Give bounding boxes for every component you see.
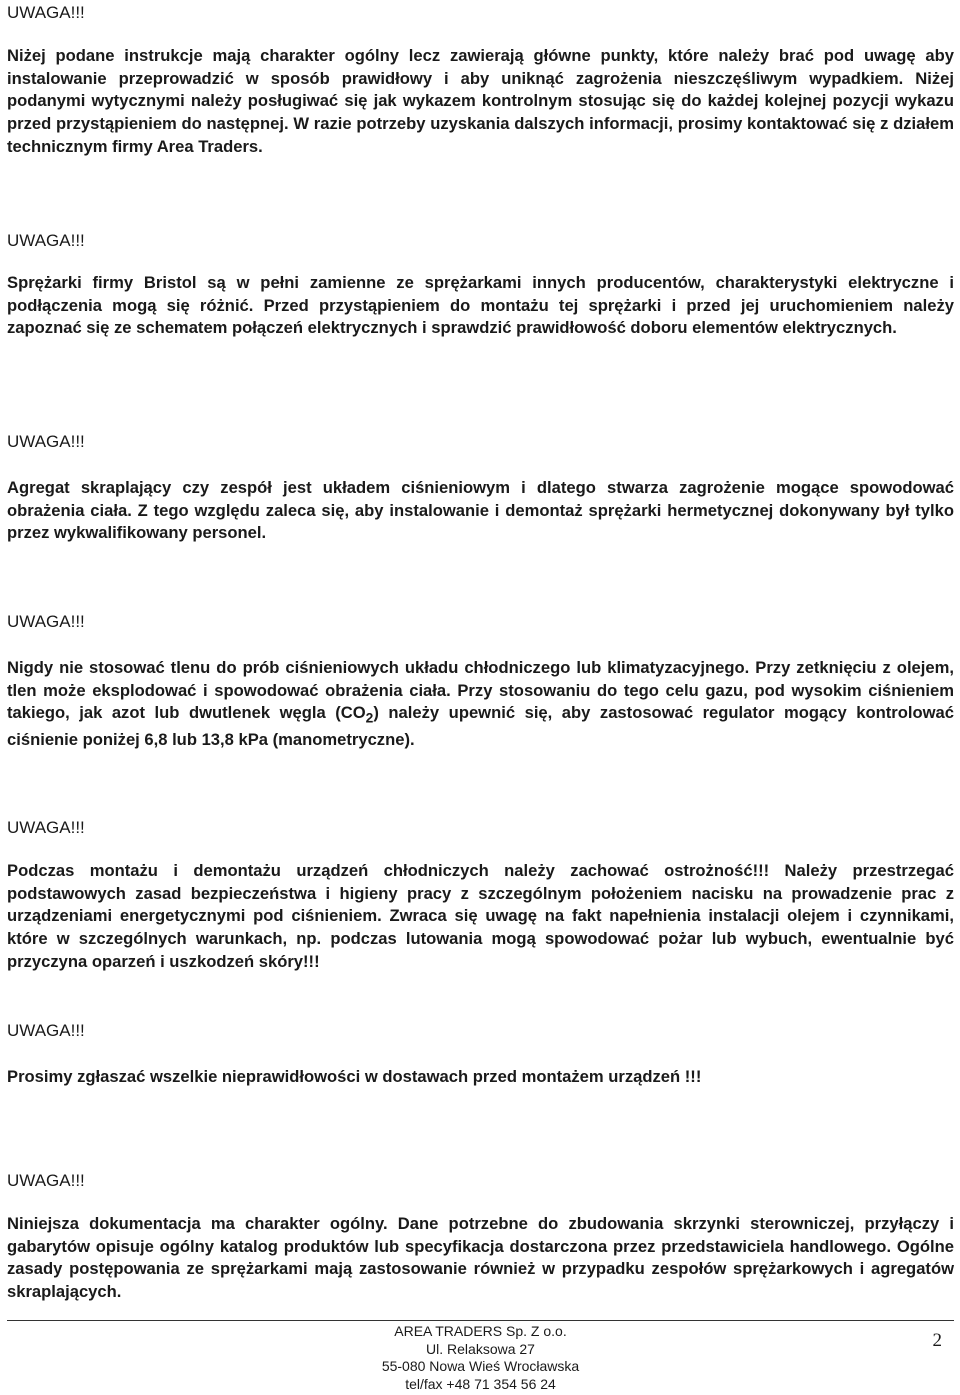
page-number: 2 (932, 1330, 942, 1351)
warning-text-3: Agregat skraplający czy zespół jest układem ciśnieniowym i dlatego stwarza zagrożenie mogące spowodować obrażenia ciała. Z tego względu zaleca się, aby instalowanie i demontaż sprężarki hermetycznej dokonywany był tylko przez wykwalifikowany personel. (7, 478, 954, 543)
warning-heading-5: UWAGA!!! (7, 818, 85, 837)
warning-heading-7: UWAGA!!! (7, 1171, 85, 1190)
footer-divider (7, 1320, 954, 1321)
warning-text-6: Prosimy zgłaszać wszelkie nieprawidłowości w dostawach przed montażem urządzeń !!! (7, 1067, 702, 1086)
warning-heading-4: UWAGA!!! (7, 612, 85, 631)
footer-street: Ul. Relaksowa 27 (426, 1340, 535, 1357)
warning-text-1: Niżej podane instrukcje mają charakter ogólny lecz zawierają główne punkty, które należy brać pod uwagę aby instalowanie przeprowadzić w sposób prawidłowy i aby uniknąć zagrożenia nieszczęśliwym wypadkiem. Niżej podanymi wytycznymi należy posługiwać się jak wykazem kontrolnym stosując się do każdej kolejnej pozycji wykazu przed przystąpieniem do następnej. W razie potrzeby uzyskania dalszych informacji, prosimy kontaktować się z działem technicznym firmy Area Traders. (7, 46, 954, 156)
warning-text-4 (7, 657, 954, 752)
warning-text-4-part-1: Nigdy nie stosować tlenu do prób ciśnieniowych układu chłodniczego lub klimatyzacyjnego. Przy zetknięciu z olejem, tlen może eksplodować i spowodować obrażenia ciała. Przy stosowaniu do tego celu gazu, pod wysokim ciśnieniem takiego, jak azot lub dwutlenek węgla (CO (7, 658, 954, 723)
footer-city: 55-080 Nowa Wieś Wrocławska (381, 1358, 580, 1374)
warning-text-7: Niniejsza dokumentacja ma charakter ogólny. Dane potrzebne do zbudowania skrzynki sterowniczej, przyłączy i gabarytów opisuje ogólny katalog produktów lub specyfikacja dostarczona przez przedstawiciela handlowego. Ogólne zasady postępowania ze sprężarkami mają zastosowanie również w przypadku zespołów sprężarkowych i agregatów skraplających. (7, 1214, 954, 1302)
warning-text-5: Podczas montażu i demontażu urządzeń chłodniczych należy zachować ostrożność!!! Należy przestrzegać podstawowych zasad bezpieczeństwa i higieny pracy z szczególnym położeniem nacisku na prowadzenie prac z urządzeniami energetycznymi pod ciśnieniem. Zwraca się uwagę na fakt napełnienia instalacji olejem i czynnikami, które w szczególnych warunkach, np. podczas lutowania mogą spowodować pożar lub wybuch, ewentualnie być przyczyna oparzeń i uszkodzeń skóry!!! (7, 861, 954, 971)
co2-subscript: 2 (365, 709, 374, 726)
warning-heading-3: UWAGA!!! (7, 432, 85, 451)
warning-heading-2: UWAGA!!! (7, 231, 85, 250)
warning-heading-6: UWAGA!!! (7, 1021, 85, 1040)
warning-text-2: Sprężarki firmy Bristol są w pełni zamienne ze sprężarkami innych producentów, charakterystyki elektryczne i podłączenia mogą się różnić. Przed przystąpieniem do montażu tej sprężarki i przed jej uruchomieniem należy zapoznać się ze schematem połączeń elektrycznych i sprawdzić prawidłowość doboru elementów elektrycznych. (7, 273, 954, 338)
warning-text-4-part-2: ) należy upewnić się, aby zastosować regulator mogący kontrolować ciśnienie poniżej 6,8 lub 13,8 kPa (manometryczne). (7, 703, 954, 750)
footer-company: AREA TRADERS Sp. Z o.o. (394, 1323, 567, 1339)
footer-phone: tel/fax +48 71 354 56 24 (405, 1375, 556, 1392)
page-footer (7, 1323, 954, 1393)
warning-heading-1: UWAGA!!! (7, 3, 85, 22)
